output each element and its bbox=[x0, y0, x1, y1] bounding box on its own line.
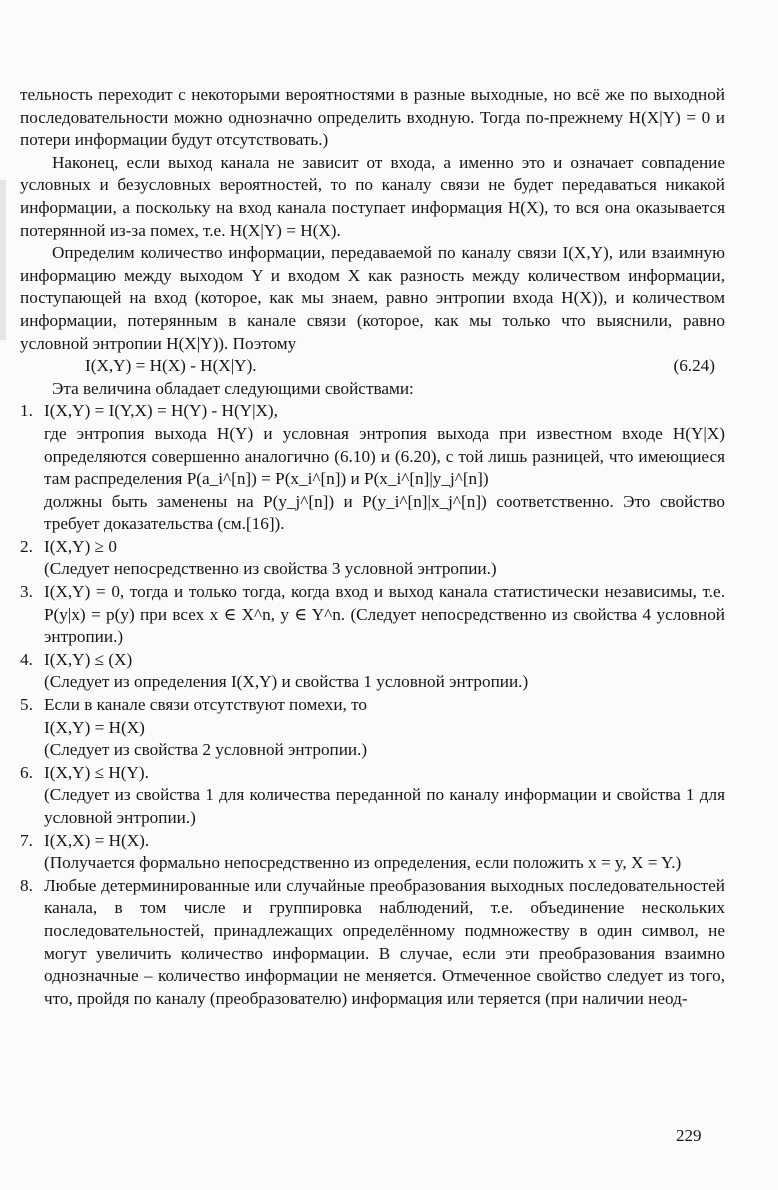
list-line: (Получается формально непосредственно из определения, если положить x = y, X = Y.) bbox=[44, 853, 682, 873]
property-8 bbox=[20, 875, 725, 1011]
list-line: Любые детерминированные или случайные преобразования выходных последовательностей канала, в том числе и группировка наблюдений, т.е. объединение нескольких последовательностей, принадлежащих определённому подмножеству в один символ, не могут увеличить количество информации. В случае, если эти преобразования взаимно однозначные – количество информации не меняется. Отмеченное свойство следует из того, что, пройдя по каналу (преобразователю) информация или теряется (при наличии неод- bbox=[44, 875, 725, 1008]
property-2 bbox=[20, 536, 725, 581]
properties-intro: Эта величина обладает следующими свойствами: bbox=[52, 378, 414, 398]
paragraph-definition: Определим количество информации, передаваемой по каналу связи I(X,Y), или взаимную информацию между выходом Y и входом X как разность между количеством информации, поступающей на вход (которое, как мы знаем, равно энтропии входа H(X)), и количеством информации, потерянным в канале связи (которое, как мы только что выяснили, равно условной энтропии H(X|Y)). Поэтому bbox=[20, 243, 725, 353]
scan-artifact bbox=[0, 180, 6, 340]
property-6 bbox=[20, 762, 725, 830]
list-line: I(X,Y) ≥ 0 bbox=[44, 536, 117, 556]
property-5 bbox=[20, 694, 725, 762]
formula-text: I(X,Y) = H(X) - H(X|Y). bbox=[85, 356, 257, 376]
property-4 bbox=[20, 649, 725, 694]
list-number: 2. bbox=[20, 536, 33, 556]
property-7 bbox=[20, 830, 725, 875]
list-number: 8. bbox=[20, 875, 33, 895]
formula-6-24 bbox=[20, 355, 725, 378]
list-line: I(X,Y) = I(Y,X) = H(Y) - H(Y|X), bbox=[44, 401, 278, 421]
list-line: (Следует из определения I(X,Y) и свойства 1 условной энтропии.) bbox=[44, 672, 529, 692]
list-line: (Следует из свойства 1 для количества переданной по каналу информации и свойства 1 для условной энтропии.) bbox=[44, 785, 725, 827]
list-line: I(X,Y) = 0, тогда и только тогда, когда вход и выход канала статистически независимы, т.е. P(y|x) = p(y) при всех x ∈ X^n, y ∈ Y^n. (Следует непосредственно из свойства 4 условной энтропии.) bbox=[44, 582, 725, 647]
list-number: 7. bbox=[20, 830, 33, 850]
list-line: I(X,Y) ≤ (X) bbox=[44, 649, 133, 669]
list-line: (Следует непосредственно из свойства 3 условной энтропии.) bbox=[44, 559, 497, 579]
list-line: I(X,Y) ≤ H(Y). bbox=[44, 762, 149, 782]
list-number: 6. bbox=[20, 762, 33, 782]
list-number: 4. bbox=[20, 649, 33, 669]
formula-number: (6.24) bbox=[673, 356, 715, 376]
list-line: где энтропия выхода H(Y) и условная энтропия выхода при известном входе H(Y|X) определяются совершенно аналогично (6.10) и (6.20), с той лишь разницей, что имеющиеся там распределения P(a_i^[n]) = P(x_i^[n]) и P(x_i^[n]|y_j^[n]) bbox=[44, 423, 725, 489]
property-3 bbox=[20, 581, 725, 649]
property-1 bbox=[20, 400, 725, 536]
list-line: должны быть заменены на P(y_j^[n]) и P(y_i^[n]|x_j^[n]) соответственно. Это свойство требует доказательства (см.[16]). bbox=[44, 491, 725, 534]
list-number: 1. bbox=[20, 401, 33, 421]
paragraph-continuation: тельность переходит с некоторыми вероятностями в разные выходные, но всё же по выходной последовательности можно однозначно определить входную. Тогда по-прежнему H(X|Y) = 0 и потери информации будут отсутствовать.) bbox=[20, 85, 725, 150]
list-line: Если в канале связи отсутствуют помехи, то bbox=[44, 695, 368, 715]
list-line: I(X,Y) = H(X) bbox=[44, 717, 145, 737]
paragraph-no-dependency: Наконец, если выход канала не зависит от входа, а именно это и означает совпадение условных и безусловных вероятностей, то по каналу связи не будет передаваться никакой информации, а поскольку на вход канала поступает информация H(X), то вся она оказывается потерянной из-за помех, т.е. H(X|Y) = H(X). bbox=[20, 152, 725, 240]
list-line: (Следует из свойства 2 условной энтропии.) bbox=[44, 740, 368, 760]
list-number: 5. bbox=[20, 695, 33, 715]
page-text bbox=[20, 84, 725, 1010]
page-number: 229 bbox=[676, 1126, 702, 1145]
list-line: I(X,X) = H(X). bbox=[44, 830, 150, 850]
list-number: 3. bbox=[20, 582, 33, 602]
